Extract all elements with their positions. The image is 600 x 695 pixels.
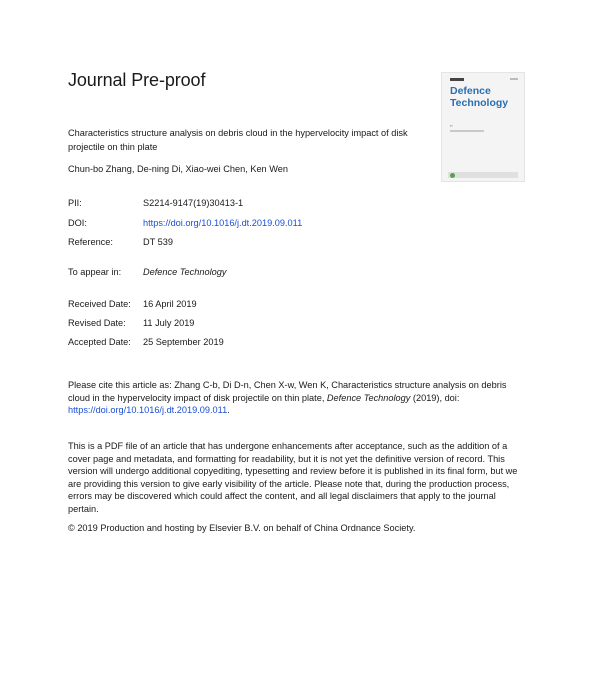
meta-row-reference: Reference: DT 539 [68, 237, 173, 247]
article-authors: Chun-bo Zhang, De-ning Di, Xiao-wei Chen, Ken Wen [68, 164, 288, 174]
journal-cover-thumbnail[interactable] [441, 72, 525, 182]
cover-subtitle-strip [450, 130, 484, 132]
cover-volume-marks: ▪▪ [450, 123, 453, 128]
publisher-logo-icon [450, 78, 464, 81]
meta-row-pii: PII: S2214-9147(19)30413-1 [68, 198, 244, 208]
citation-paragraph: Please cite this article as: Zhang C-b, Di D-n, Chen X-w, Wen K, Characteristics structure analysis on debris cloud in the hypervelocity impact of disk projectile on thin plate, Defence Technology (2019), doi: https://doi.org/10.1016/j.dt.2019.09.011. [68, 380, 507, 415]
citation-doi-link[interactable]: https://doi.org/10.1016/j.dt.2019.09.011 [68, 405, 228, 415]
cover-journal-name: Defence Technology [450, 85, 509, 109]
meta-row-doi: DOI: https://doi.org/10.1016/j.dt.2019.09.011 [68, 218, 303, 228]
pre-proof-notice: This is a PDF file of an article that has undergone enhancements after acceptance, such as the addition of a cover page and metadata, and formatting for readability, but it is not yet the definitive version of record. This version will undergo additional copyediting, typesetting and review before it is published in its final form, but we are providing this version to give early visibility of the article. Please note that, during the production process, errors may be discovered which could affect the content, and all legal disclaimers that apply to the journal pertain. [68, 441, 518, 514]
meta-row-received: Received Date: 16 April 2019 [68, 299, 197, 309]
meta-row-appear-in: To appear in: Defence Technology [68, 267, 227, 277]
cover-footer-strip [448, 172, 518, 178]
page-heading: Journal Pre-proof [68, 70, 206, 90]
doi-link[interactable]: https://doi.org/10.1016/j.dt.2019.09.011 [143, 218, 303, 228]
meta-row-accepted: Accepted Date: 25 September 2019 [68, 337, 224, 347]
cover-badge-icon [450, 173, 455, 178]
article-title: Characteristics structure analysis on debris cloud in the hypervelocity impact of disk projectile on thin plate [68, 128, 408, 152]
meta-row-revised: Revised Date: 11 July 2019 [68, 318, 195, 328]
copyright-notice: © 2019 Production and hosting by Elsevier B.V. on behalf of China Ordnance Society. [68, 523, 416, 533]
cover-corner-mark [510, 78, 518, 80]
